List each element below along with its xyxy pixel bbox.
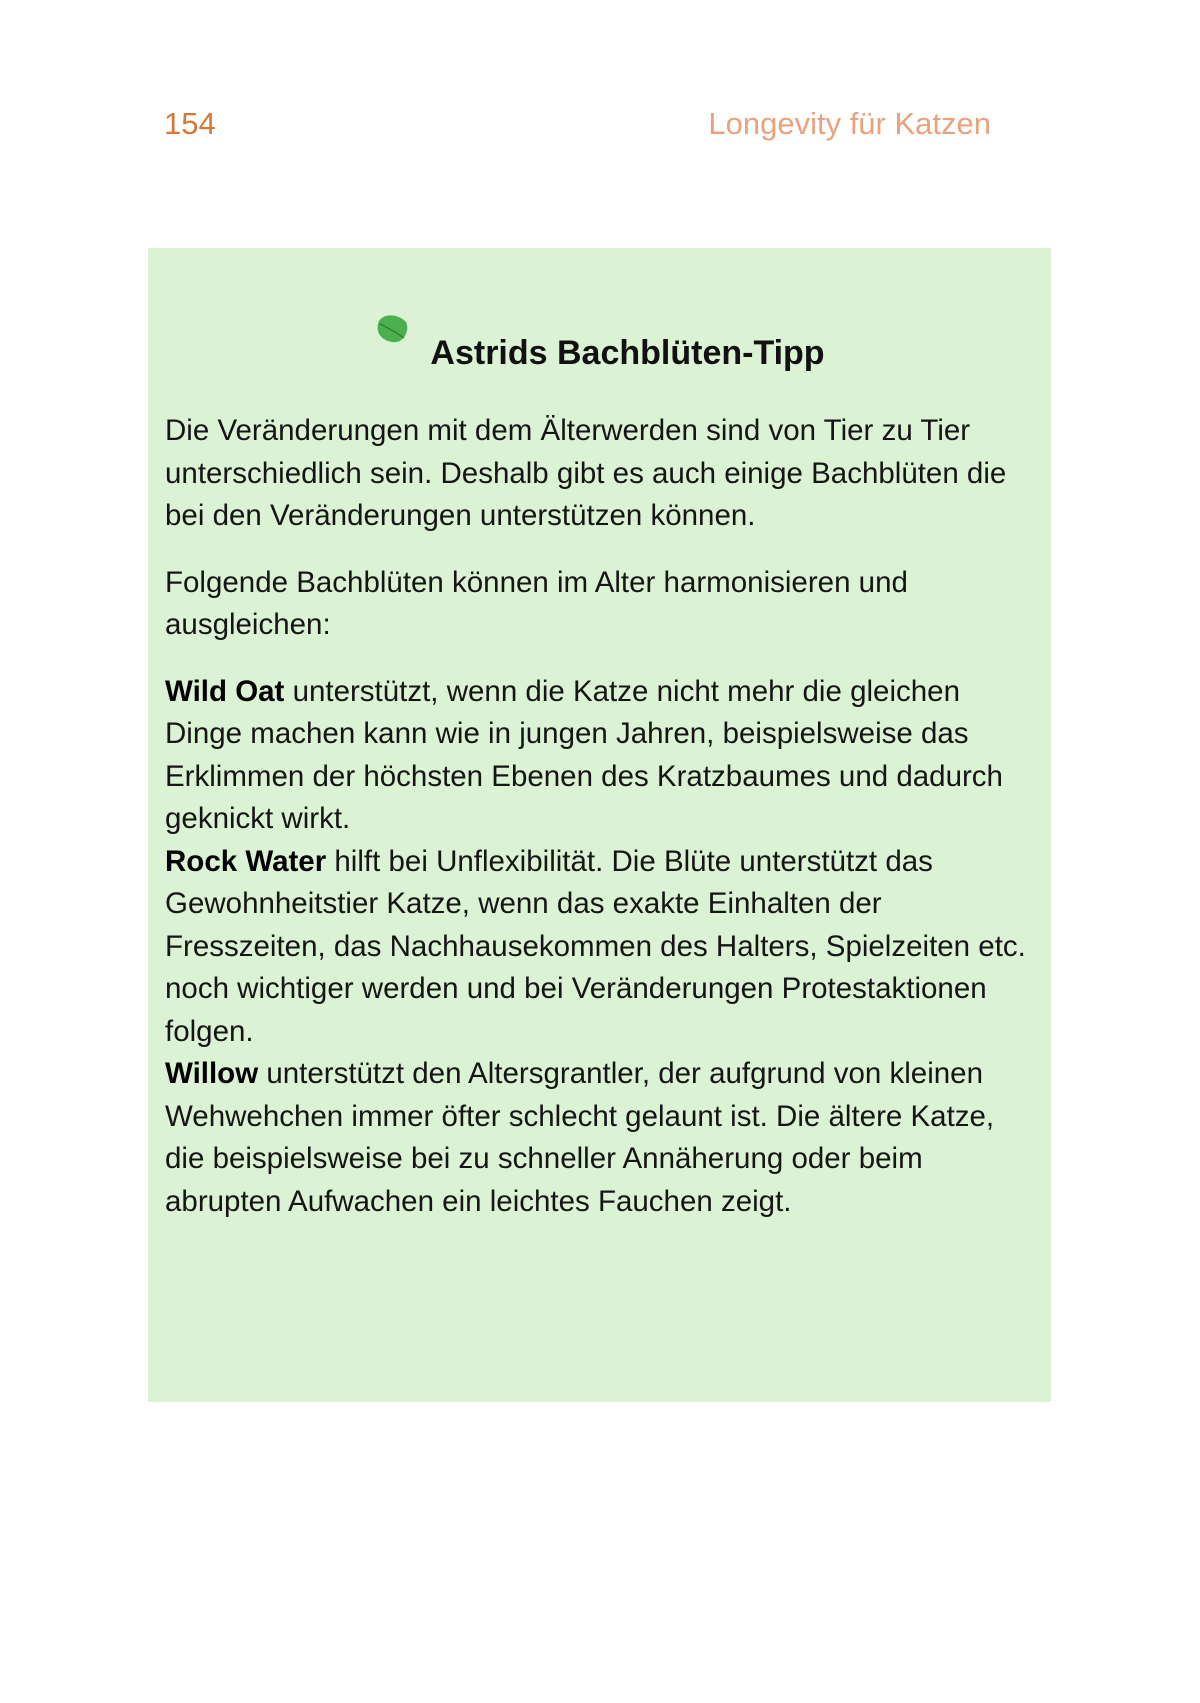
remedy-rock-water — [165, 841, 1041, 1054]
remedy-description: hilft bei Unflexibilität. Die Blüte unterstützt das Gewohnheitstier Katze, wenn das exakte Einhalten der Fresszeiten, das Nachhausekommen des Halters, Spielzeiten etc. noch wichtiger werden und bei Veränderungen Protestaktionen folgen. — [165, 844, 1026, 1048]
remedy-name: Rock Water — [165, 844, 327, 878]
remedy-description: unterstützt den Altersgrantler, der aufgrund von kleinen Wehwehchen immer öfter schlecht gelaunt ist. Die ältere Katze, die beispielsweise bei zu schneller Annäherung oder beim abrupten Aufwachen ein leichtes Fauchen zeigt. — [165, 1057, 995, 1218]
tip-heading — [148, 328, 1051, 373]
remedy-name: Wild Oat — [165, 674, 285, 708]
page-number: 154 — [164, 106, 216, 141]
tip-body — [165, 410, 1041, 1223]
leaf-icon — [374, 312, 410, 348]
tip-lead-paragraph: Folgende Bachblüten können im Alter harmonisieren und ausgleichen: — [165, 565, 908, 641]
tip-title: Astrids Bachblüten-Tipp — [430, 334, 825, 373]
remedy-name: Willow — [165, 1057, 259, 1090]
running-header-title: Longevity für Katzen — [708, 106, 991, 141]
remedy-willow — [165, 1053, 1041, 1223]
tip-box — [148, 248, 1051, 1402]
tip-intro-paragraph: Die Veränderungen mit dem Älterwerden sind von Tier zu Tier unterschiedlich sein. Deshalb gibt es auch einige Bachblüten die bei den Veränderungen unterstützen können. — [165, 414, 1007, 532]
remedy-description: unterstützt, wenn die Katze nicht mehr die gleichen Dinge machen kann wie in jungen Jahren, beispielsweise das Erklimmen der höchsten Ebenen des Kratzbaumes und dadurch geknickt wirkt. — [165, 674, 1003, 835]
remedy-wild-oat — [165, 671, 1041, 841]
